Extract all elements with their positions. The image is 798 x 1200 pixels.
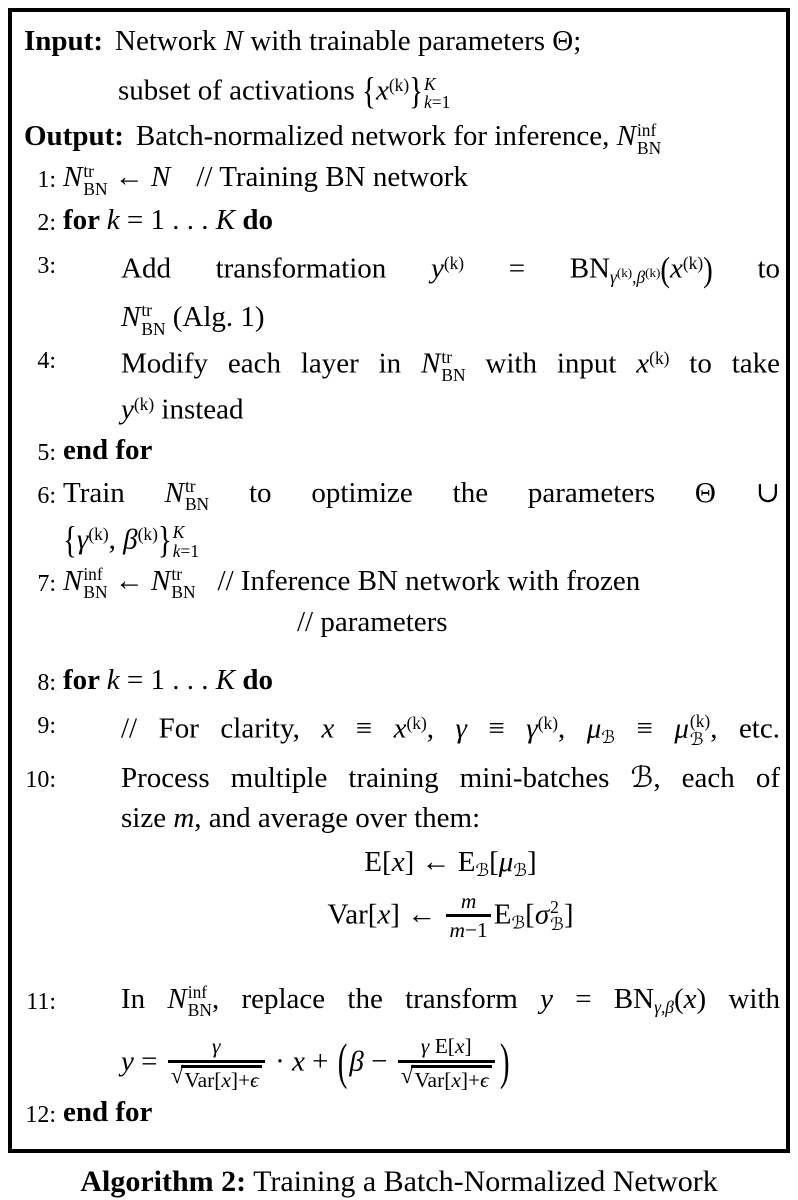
comment: // parameters	[297, 605, 448, 638]
text: instead	[154, 393, 244, 426]
text: subset of activations	[118, 74, 363, 107]
row	[121, 798, 780, 838]
comment: // Training BN network	[196, 161, 468, 194]
text: =1	[431, 92, 451, 113]
math-stack	[171, 565, 195, 602]
algorithm-box	[8, 8, 790, 1153]
math-e: E	[457, 846, 476, 879]
text: ,	[632, 267, 637, 288]
radical-sign: √	[400, 1062, 414, 1089]
math-sub-gamma-beta: γ,β	[654, 997, 674, 1018]
text: ]+	[230, 1067, 251, 1092]
row	[63, 660, 780, 700]
text: ]+	[460, 1067, 481, 1092]
math-stack	[441, 348, 465, 385]
bn-label: BN	[569, 253, 611, 286]
math-var-k: k	[424, 92, 432, 113]
line-number: 6:	[37, 482, 56, 509]
keyword-for: for	[63, 663, 107, 696]
math-var-y: y	[540, 982, 553, 1015]
line-body	[63, 979, 780, 1092]
math-var-n: N	[616, 120, 636, 153]
line-body	[63, 660, 780, 700]
math-var-x: x	[669, 253, 683, 286]
row	[121, 297, 780, 338]
sqrt-body	[411, 1065, 491, 1093]
text: , etc.	[710, 712, 780, 745]
input-line	[16, 20, 780, 62]
math-stack-sup: inf	[187, 981, 208, 1002]
algo-line-10	[16, 757, 780, 944]
input-label: Input:	[24, 25, 103, 57]
algo-line-8	[16, 660, 780, 703]
frac-den	[398, 1060, 495, 1093]
math-var-batch: ℬ	[630, 760, 654, 795]
math-stack-sup: 2	[550, 897, 559, 918]
math-var-x: x	[683, 982, 697, 1015]
math-fraction	[398, 1035, 495, 1092]
line-body	[63, 1092, 780, 1132]
row	[63, 1092, 780, 1132]
text: with	[706, 982, 780, 1015]
line-body	[63, 757, 780, 944]
frac-num: m	[460, 888, 477, 913]
math-var-k: k	[106, 663, 120, 696]
math-var-beta: β	[636, 267, 646, 288]
equation-expectation	[121, 846, 780, 881]
algo-line-6	[16, 473, 780, 561]
math-stack-sub	[424, 93, 450, 111]
row	[63, 473, 780, 514]
math-sup-k: (k)	[137, 523, 158, 544]
text: ,	[558, 712, 587, 745]
math-sup-k: (k)	[88, 523, 109, 544]
math-sup-k: (k)	[537, 712, 558, 733]
brace-close: }	[157, 520, 172, 562]
op-equals: =	[133, 1045, 165, 1078]
text: =1	[180, 540, 200, 561]
brace-open: {	[362, 71, 376, 114]
line-number: 10:	[25, 767, 56, 794]
math-var-epsilon: ϵ	[250, 1067, 259, 1092]
math-var-x: x	[454, 1034, 465, 1059]
math-fraction	[168, 1035, 265, 1092]
math-sup-k: (k)	[616, 265, 633, 281]
math-var-sigma: σ	[534, 897, 550, 930]
text: Process multiple training mini-batches	[121, 762, 631, 795]
paren-close: )	[696, 982, 707, 1015]
math-stack-sup: inf	[83, 564, 103, 585]
math-var-beta: β	[349, 1045, 364, 1078]
math-var-y: y	[121, 393, 134, 426]
text: Train	[63, 476, 165, 509]
math-var-gamma: γ	[420, 1034, 430, 1059]
math-var-x: x	[221, 1067, 231, 1092]
op-assign-arrow: ←	[107, 564, 152, 597]
math-stack	[424, 75, 450, 112]
text: ]	[464, 1034, 472, 1059]
bn-label: BN	[613, 982, 655, 1015]
bracket-open: [	[489, 846, 499, 879]
algo-line-9	[16, 703, 780, 758]
text: ,	[108, 523, 124, 556]
text: to optimize the parameters Θ	[209, 476, 756, 509]
math-var-x: x	[391, 846, 405, 879]
bracket-close: ]	[527, 846, 537, 879]
radical-sign: √	[170, 1062, 184, 1089]
math-sup-k: (k)	[649, 347, 670, 368]
row	[63, 514, 780, 561]
line-number: 8:	[37, 669, 56, 696]
math-var-gamma: γ	[610, 267, 617, 288]
op-equiv: ≡	[334, 712, 394, 745]
op-equals: =	[552, 982, 614, 1015]
line-number: 7:	[37, 570, 56, 597]
paren-open: (	[660, 250, 670, 290]
text: = 1 . . .	[119, 663, 216, 696]
algo-line-5	[16, 430, 780, 473]
math-var-x: x	[375, 74, 389, 107]
math-stack-sub: ℬ	[550, 915, 564, 936]
math-stack-sub: BN	[83, 582, 108, 603]
line-body	[63, 243, 780, 338]
math-stack	[550, 898, 564, 935]
line-number: 9:	[37, 712, 56, 739]
line-number: 1:	[37, 167, 56, 194]
math-stack-sub: BN	[141, 318, 166, 339]
line-number: 11:	[26, 988, 56, 1015]
keyword-end-for: end for	[63, 433, 153, 466]
math-var-x: x	[451, 1067, 461, 1092]
math-stack	[185, 477, 209, 514]
bracket-open: [	[525, 897, 535, 930]
input-line-2	[16, 62, 780, 115]
op-equiv: ≡	[614, 712, 675, 745]
math-var-m: m	[173, 802, 195, 835]
math-var-epsilon: ϵ	[480, 1067, 489, 1092]
math-stack-sub	[173, 542, 199, 560]
math-sub-batch: ℬ	[513, 861, 528, 882]
text: size	[121, 802, 174, 835]
row	[63, 602, 780, 642]
row	[121, 703, 780, 758]
math-stack-sup: (k)	[689, 711, 711, 732]
math-stack-sup: K	[424, 73, 436, 94]
algo-line-4	[16, 338, 780, 430]
algo-line-1	[16, 157, 780, 200]
math-var-K: K	[215, 204, 236, 237]
line-body	[63, 430, 780, 470]
math-stack-sup: inf	[636, 119, 657, 140]
op-minus: −	[363, 1045, 395, 1078]
row	[121, 757, 780, 798]
math-var-n: N	[164, 476, 184, 509]
paren-close: )	[499, 1034, 510, 1091]
text: In	[121, 982, 168, 1015]
text: Modify each layer in	[121, 347, 422, 380]
math-var-beta: β	[123, 523, 138, 556]
row	[121, 338, 780, 384]
row	[63, 200, 780, 240]
line-number: 12:	[25, 1102, 56, 1129]
math-sup-k: (k)	[645, 265, 661, 281]
math-var-n: N	[151, 564, 171, 597]
math-e: E	[493, 897, 512, 930]
row	[121, 243, 780, 297]
math-var-n: N	[421, 347, 441, 380]
line-body	[63, 561, 780, 642]
text: ,	[426, 712, 456, 745]
math-stack-sub: ℬ	[689, 729, 704, 750]
math-sub-batch: ℬ	[475, 861, 490, 882]
text: Batch-normalized network for inference,	[135, 120, 617, 153]
math-stack-sub: BN	[184, 494, 210, 515]
math-stack-sub: BN	[441, 364, 466, 385]
keyword-do: do	[235, 204, 273, 237]
row	[63, 561, 780, 602]
math-stack-sup: tr	[141, 300, 152, 321]
math-var-label: Var[	[414, 1067, 452, 1092]
math-stack	[83, 162, 107, 199]
math-var-gamma: γ	[76, 523, 89, 556]
line-number: 5:	[37, 439, 56, 466]
math-var-gamma: γ	[455, 712, 467, 745]
math-var-x: x	[377, 897, 391, 930]
text: Network	[115, 25, 224, 57]
keyword-do: do	[235, 663, 273, 696]
math-stack-sub: BN	[171, 582, 196, 603]
math-var-label: Var[	[327, 897, 378, 930]
text: with trainable parameters Θ;	[243, 25, 582, 57]
equation-variance	[121, 890, 780, 943]
math-var-n: N	[167, 982, 187, 1015]
output-label: Output:	[24, 120, 124, 153]
math-sup-k: (k)	[406, 712, 427, 733]
math-stack-sup: tr	[171, 564, 182, 585]
line-body	[63, 703, 780, 758]
row	[121, 979, 780, 1027]
math-var-y: y	[430, 253, 444, 286]
row	[63, 430, 780, 470]
algo-line-12	[16, 1092, 780, 1135]
math-var-n: N	[151, 161, 171, 194]
math-stack-sup: tr	[441, 346, 453, 367]
bracket-close: ]	[390, 897, 400, 930]
square-root	[400, 1062, 492, 1093]
math-var-label: Var[	[184, 1067, 222, 1092]
caption-text: Training a Batch-Normalized Network	[246, 1165, 718, 1199]
algo-line-7	[16, 561, 780, 642]
math-var-y: y	[121, 1045, 134, 1078]
brace-open: {	[63, 520, 77, 562]
frac-den	[168, 1060, 265, 1093]
op-assign-arrow: ←	[107, 161, 152, 194]
math-e: E	[364, 846, 383, 879]
text: (Alg. 1)	[165, 301, 265, 334]
row	[121, 1035, 780, 1092]
math-fraction	[446, 890, 490, 943]
math-stack	[141, 301, 165, 338]
op-assign-arrow: ←	[399, 897, 444, 930]
math-var-n: N	[63, 161, 83, 194]
math-var-n: N	[121, 301, 141, 334]
text: , each of	[653, 762, 780, 795]
keyword-for: for	[63, 204, 107, 237]
math-stack-sub: BN	[83, 178, 108, 199]
line-number: 2:	[37, 210, 56, 237]
line-body	[63, 200, 780, 240]
frac-den	[446, 914, 490, 943]
paren-close: )	[703, 250, 713, 290]
math-stack-sup: K	[172, 522, 185, 543]
math-sup-k: (k)	[388, 75, 410, 95]
bracket-close: ]	[404, 846, 415, 879]
math-sup-k: (k)	[133, 394, 155, 415]
math-var-mu: μ	[498, 846, 514, 879]
text: , replace the transform	[211, 982, 541, 1015]
math-stack	[173, 523, 199, 560]
math-stack-sup: tr	[83, 160, 94, 181]
text: to	[712, 253, 781, 286]
math-var-x: x	[393, 712, 407, 745]
line-body	[63, 157, 780, 198]
caption-label: Algorithm 2:	[80, 1165, 247, 1199]
text: , and average over them:	[194, 802, 481, 835]
math-stack-sub: BN	[636, 137, 662, 158]
math-stack-sup: tr	[184, 476, 196, 496]
math-var-mu: μ	[586, 712, 602, 745]
row	[63, 157, 780, 198]
math-var-x: x	[636, 347, 650, 380]
math-stack	[188, 983, 212, 1020]
text: E[	[429, 1034, 455, 1059]
math-stack	[690, 712, 710, 749]
math-var-K: K	[215, 663, 236, 696]
brace-close: }	[409, 71, 424, 114]
math-var-mu: μ	[674, 712, 689, 745]
text: −1	[464, 918, 488, 943]
bracket-close: ]	[563, 897, 574, 930]
math-sup-k: (k)	[682, 253, 704, 274]
math-var-n: N	[63, 564, 83, 597]
bracket-open: [	[382, 846, 392, 879]
algorithm-caption	[8, 1164, 790, 1200]
math-stack	[83, 565, 107, 602]
math-sub-batch: ℬ	[601, 727, 615, 748]
text: with input	[465, 347, 637, 380]
square-root	[170, 1062, 262, 1093]
paren-open: (	[337, 1034, 348, 1091]
line-number: 4:	[37, 347, 56, 374]
comment: // Inference BN network with frozen	[217, 564, 641, 597]
algo-line-3	[16, 243, 780, 338]
math-var-k: k	[172, 540, 181, 561]
output-line	[16, 115, 780, 157]
math-sub-batch: ℬ	[511, 913, 526, 934]
algo-line-2	[16, 200, 780, 243]
line-body	[63, 473, 780, 561]
text: to take	[669, 347, 781, 380]
math-var-x: x	[321, 712, 335, 745]
math-var-k: k	[106, 204, 120, 237]
frac-num: γ	[212, 1034, 221, 1059]
op-assign-arrow: ←	[414, 846, 458, 879]
paren-open: (	[673, 982, 684, 1015]
math-sup-k: (k)	[443, 253, 465, 274]
math-stack-sub: BN	[187, 1000, 212, 1021]
op-plus: +	[304, 1045, 336, 1078]
text: = 1 . . .	[119, 204, 216, 237]
row	[121, 384, 780, 430]
sqrt-body	[181, 1065, 261, 1093]
op-union: ∪	[755, 476, 780, 509]
math-var-x: x	[292, 1045, 305, 1078]
math-stack	[637, 121, 661, 158]
op-cdot: ·	[267, 1045, 292, 1078]
line-body	[63, 338, 780, 430]
op-equiv: ≡	[466, 712, 527, 745]
math-var-m: m	[449, 918, 465, 943]
comment: // For clarity,	[121, 712, 322, 745]
op-equals: =	[464, 253, 570, 286]
math-var-n: N	[223, 25, 244, 57]
math-var-gamma: γ	[526, 712, 538, 745]
algo-line-11	[16, 979, 780, 1092]
frac-num	[416, 1035, 477, 1060]
keyword-end-for: end for	[63, 1096, 153, 1129]
line-number: 3:	[37, 253, 56, 280]
text: Add transformation	[121, 253, 431, 286]
math-sub-group	[610, 267, 660, 287]
